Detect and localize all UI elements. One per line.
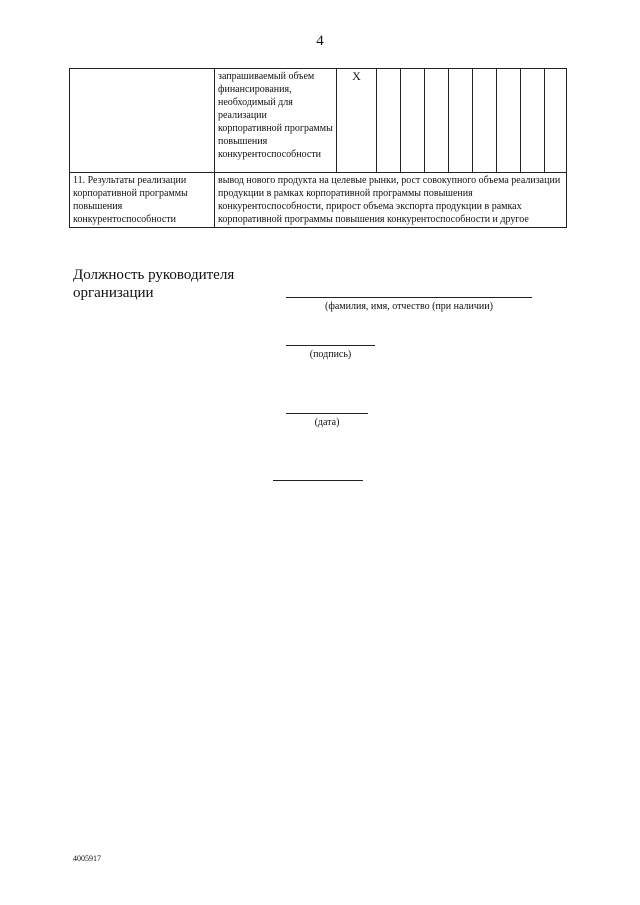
empty-cell [425, 69, 449, 173]
position-label: Должность руководителя организации [73, 267, 235, 301]
results-value-cell: вывод нового продукта на целевые рынки, рост совокупного объема реализации продукции в рамках корпоративной программы повышения конкурентоспособности, прирост объема экспорта продукции в рамках корпоративной программы повышения конкурентоспособности и другое [215, 173, 567, 228]
date-line[interactable] [286, 413, 368, 414]
not-applicable-mark: X [337, 69, 377, 173]
table-row [70, 69, 567, 173]
page-number: 4 [316, 33, 324, 49]
name-line[interactable] [286, 297, 532, 298]
empty-cell [545, 69, 567, 173]
date-caption: (дата) [314, 417, 340, 428]
row-label-cell [70, 69, 215, 173]
empty-cell [473, 69, 497, 173]
table-row [70, 173, 567, 228]
separator-line [273, 480, 363, 481]
empty-cell [497, 69, 521, 173]
signature-line[interactable] [286, 345, 375, 346]
program-table [69, 68, 567, 228]
document-code: 4005917 [73, 854, 101, 863]
name-caption: (фамилия, имя, отчество (при наличии) [325, 301, 493, 312]
results-label-cell: 11. Результаты реализации корпоративной программы повышения конкурентоспособности [70, 173, 215, 228]
empty-cell [521, 69, 545, 173]
requested-funding-cell: запрашиваемый объем финансирования, необходимый для реализации корпоративной программы повышения конкурентоспособности [215, 69, 337, 173]
empty-cell [377, 69, 401, 173]
empty-cell [449, 69, 473, 173]
empty-cell [401, 69, 425, 173]
signature-caption: (подпись) [309, 349, 352, 360]
